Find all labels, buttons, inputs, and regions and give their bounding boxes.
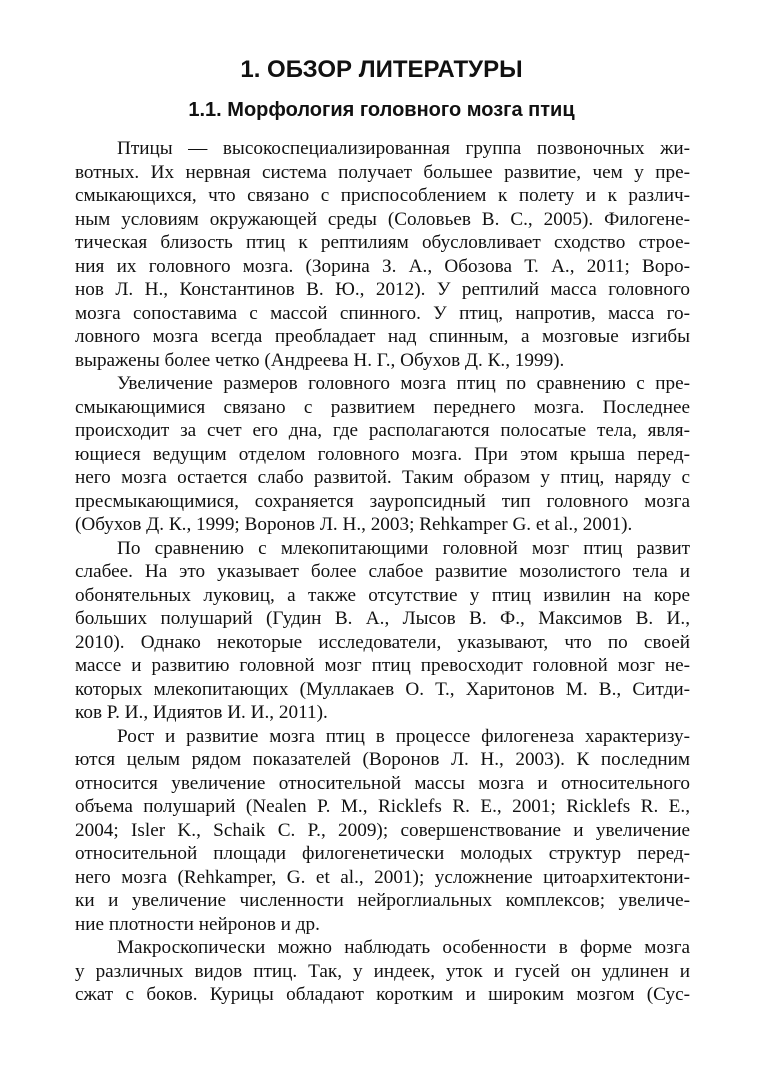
chapter-title: 1. ОБЗОР ЛИТЕРАТУРЫ — [240, 56, 523, 83]
text-line: объема полушарий (Nealen P. M., Ricklefs R. E., 2001; Ricklefs R. E., — [75, 796, 690, 817]
text-line: смыкающимися связано с развитием переднего мозга. Последнее — [75, 396, 690, 418]
text-line: ки и увеличение численности нейроглиальных комплексов; увеличе- — [75, 890, 690, 911]
text-line: выражены более четко (Андреева Н. Г., Обухов Д. К., 1999). — [75, 349, 565, 371]
text-line: (Обухов Д. К., 1999; Воронов Л. Н., 2003; Rehkamper G. et al., 2001). — [75, 514, 633, 535]
text-line: нов Л. Н., Константинов В. Ю., 2012). У рептилий масса головного — [75, 279, 690, 300]
text-line: ным условиям окружающей среды (Соловьев В. С., 2005). Филогене- — [75, 208, 690, 230]
text-line: тическая близость птиц к рептилиям обусловливает сходство строе- — [75, 232, 690, 253]
text-line: сжат с боков. Курицы обладают коротким и широким мозгом (Сус- — [75, 984, 690, 1005]
text-line: ков Р. И., Идиятов И. И., 2011). — [75, 702, 328, 723]
text-line: смыкающихся, что связано с приспособлением к полету и к различ- — [75, 185, 690, 206]
text-line: пресмыкающимися, сохраняется зауропсидный тип головного мозга — [75, 490, 690, 512]
text-line: слабее. На это указывает более слабое развитие мозолистого тела и — [75, 561, 690, 582]
paragraph — [75, 372, 690, 537]
text-line: 2010). Однако некоторые исследователи, указывают, что по своей — [75, 631, 690, 653]
paragraph — [75, 137, 690, 372]
text-line: происходит за счет его дна, где располагаются полосатые тела, явля- — [75, 420, 690, 441]
text-line: массе и развитию головной мозг птиц превосходит головной мозг не- — [75, 655, 690, 676]
text-line: него мозга остается слабо развитой. Таким образом у птиц, наряду с — [75, 467, 690, 488]
paragraph — [75, 725, 690, 937]
paragraph — [75, 537, 690, 725]
text-line: Птицы — высокоспециализированная группа позвоночных жи- — [117, 138, 690, 159]
text-line: относительной площади филогенетически молодых структур перед- — [75, 843, 690, 864]
text-line: него мозга (Rehkamper, G. et al., 2001); усложнение цитоархитектони- — [75, 866, 690, 888]
section-title: 1.1. Морфология головного мозга птиц — [188, 99, 575, 121]
text-line: По сравнению с млекопитающими головной мозг птиц развит — [117, 537, 690, 559]
text-line: Рост и развитие мозга птиц в процессе филогенеза характеризу- — [117, 725, 690, 747]
text-line: ловного мозга всегда преобладает над спинным, а мозговые изгибы — [75, 326, 690, 347]
text-line: которых млекопитающих (Муллакаев О. Т., Харитонов М. В., Ситди- — [75, 678, 690, 700]
text-line: у различных видов птиц. Так, у индеек, уток и гусей он удлинен и — [75, 960, 690, 982]
text-line: вотных. Их нервная система получает большее развитие, чем у пре- — [75, 161, 690, 183]
text-line: 2004; Isler K., Schaik C. P., 2009); совершенствование и увеличение — [75, 819, 690, 841]
text-line: ющиеся ведущим отделом головного мозга. При этом крыша перед- — [75, 443, 690, 465]
text-line: ние плотности нейронов и др. — [75, 913, 320, 935]
text-line: мозга сопоставима с массой спинного. У птиц, напротив, масса го- — [75, 302, 690, 324]
text-line: ются целым рядом показателей (Воронов Л. Н., 2003). К последним — [75, 749, 690, 770]
text-line: относится увеличение относительной массы мозга и относительного — [75, 772, 690, 794]
text-line: обонятельных луковиц, а также отсутствие у птиц извилин на коре — [75, 584, 690, 606]
text-line: Макроскопически можно наблюдать особенности в форме мозга — [117, 937, 690, 958]
text-line: ния их головного мозга. (Зорина З. А., Обозова Т. А., 2011; Воро- — [75, 255, 690, 277]
text-line: Увеличение размеров головного мозга птиц по сравнению с пре- — [117, 373, 690, 394]
body-text — [75, 137, 690, 1007]
paragraph — [75, 936, 690, 1007]
text-line: больших полушарий (Гудин В. А., Лысов В. Ф., Максимов В. И., — [75, 608, 690, 629]
